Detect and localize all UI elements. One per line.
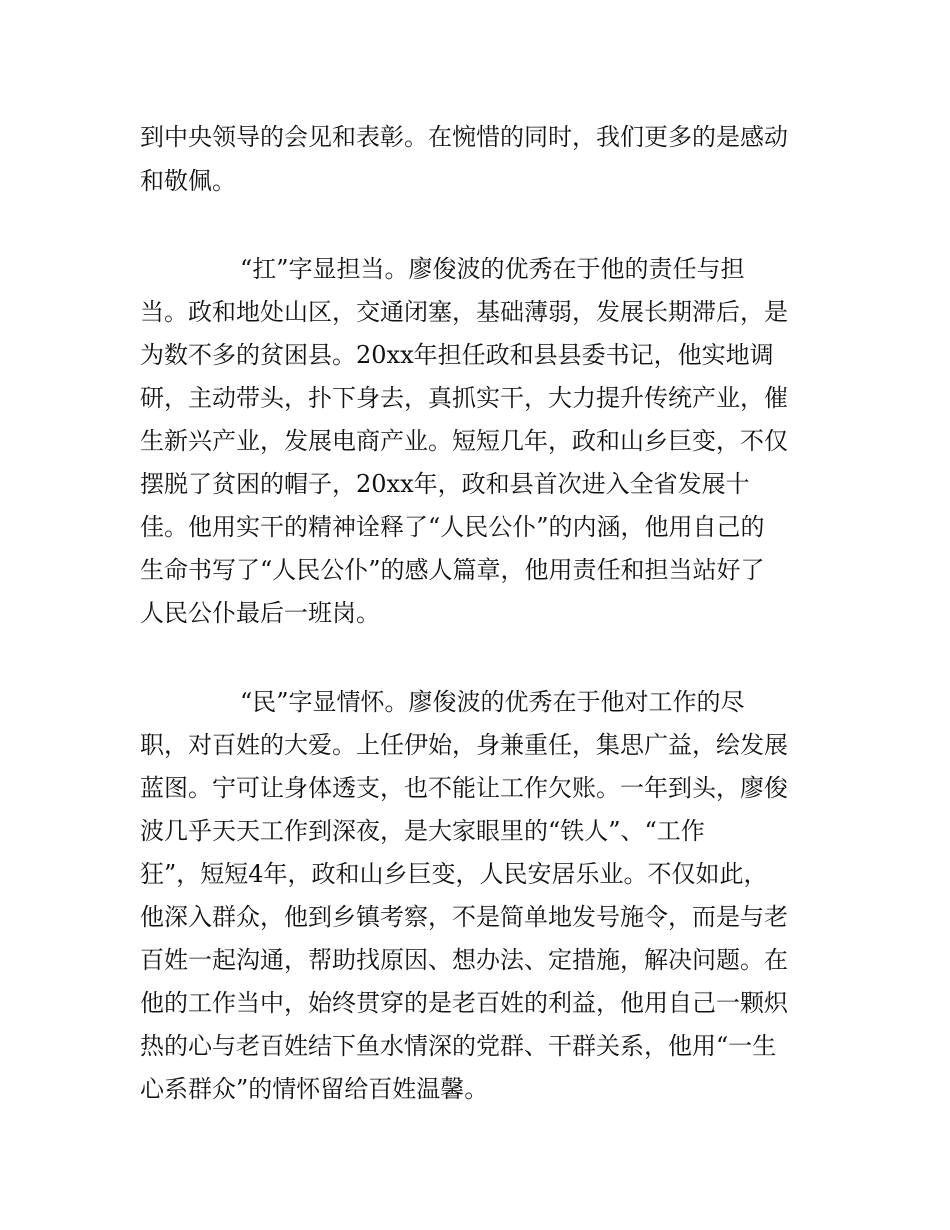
text-line: 蓝图。宁可让身体透支，也不能让工作欠账。一年到头，廖俊 <box>140 774 788 802</box>
text-line: 他的工作当中，始终贯穿的是老百姓的利益，他用自己一颗炽 <box>140 989 788 1017</box>
text-line: 波几乎天天工作到深夜，是大家眼里的“铁人”、“工作 <box>140 817 705 845</box>
text-line: “扛”字显担当。廖俊波的优秀在于他的责任与担 <box>240 255 745 283</box>
text-line: 他深入群众，他到乡镇考察，不是简单地发号施令，而是与老 <box>140 903 788 931</box>
text-line: 生新兴产业，发展电商产业。短短几年，政和山乡巨变，不仅 <box>140 427 788 455</box>
text-line: 职，对百姓的大爱。上任伊始，身兼重任，集思广益，绘发展 <box>140 731 788 759</box>
text-line: 研，主动带头，扑下身去，真抓实干，大力提升传统产业，催 <box>140 384 788 412</box>
text-line: 摆脱了贫困的帽子，20xx年，政和县首次进入全省发展十 <box>140 470 750 498</box>
text-line: 为数不多的贫困县。20xx年担任政和县县委书记，他实地调 <box>140 341 774 369</box>
text-line: 狂”，短短4年，政和山乡巨变，人民安居乐业。不仅如此， <box>140 860 768 888</box>
text-line: 生命书写了“人民公仆”的感人篇章，他用责任和担当站好了 <box>140 556 765 584</box>
text-line: 当。政和地处山区，交通闭塞，基础薄弱，发展长期滞后，是 <box>140 298 788 326</box>
text-line: 和敬佩。 <box>140 167 236 195</box>
text-line: 佳。他用实干的精神诠释了“人民公仆”的内涵，他用自己的 <box>140 513 765 541</box>
text-line: 热的心与老百姓结下鱼水情深的党群、干群关系，他用“一生 <box>140 1032 777 1060</box>
text-line: 心系群众”的情怀留给百姓温馨。 <box>140 1075 489 1103</box>
text-line: 百姓一起沟通，帮助找原因、想办法、定措施，解决问题。在 <box>140 946 788 974</box>
text-line: 人民公仆最后一班岗。 <box>140 599 380 627</box>
text-line: 到中央领导的会见和表彰。在惋惜的同时，我们更多的是感动 <box>140 123 788 151</box>
text-line: “民”字显情怀。廖俊波的优秀在于他对工作的尽 <box>240 688 745 716</box>
